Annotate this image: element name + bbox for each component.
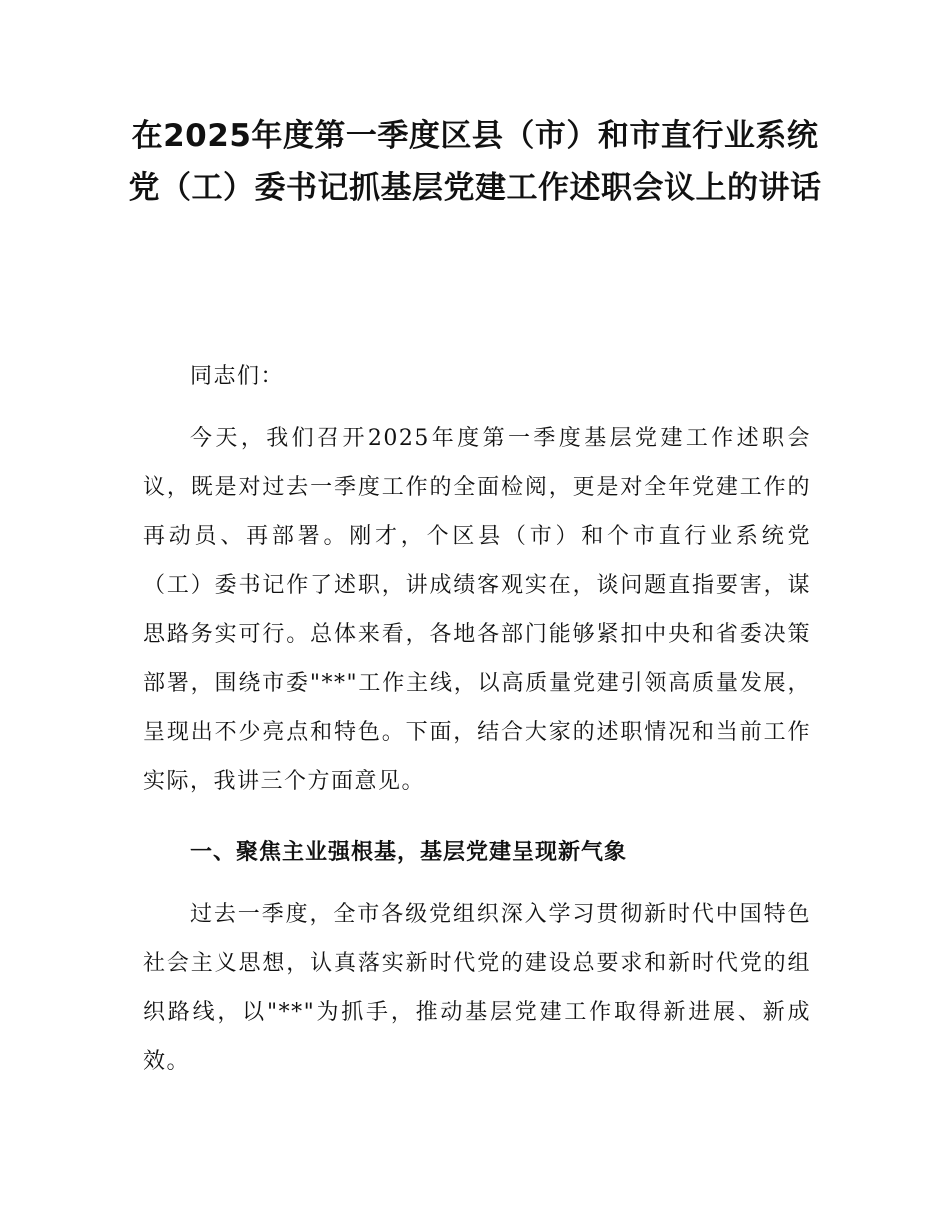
section-heading: 一、聚焦主业强根基，基层党建呈现新气象 bbox=[190, 840, 628, 865]
salutation: 同志们： bbox=[190, 364, 285, 389]
body-paragraph: 今天，我们召开2025年度第一季度基层党建工作述职会议，既是对过去一季度工作的全面检阅，更是对全年党建工作的再动员、再部署。刚才，个区县（市）和个市直行业系统党（工）委书记作了述职，讲成绩客观实在，谈问题直指要害，谋思路务实可行。总体来看，各地各部门能够紧扣中央和省委决策部署，围绕市委"**"工作主线，以高质量党建引领高质量发展，呈现出不少亮点和特色。下面，结合大家的述职情况和当前工作实际，我讲三个方面意见。 bbox=[143, 426, 811, 794]
document-title: 在2025年度第一季度区县（市）和市直行业系统党（工）委书记抓基层党建工作述职会议上的讲话 bbox=[128, 118, 822, 206]
section-paragraph: 过去一季度，全市各级党组织深入学习贯彻新时代中国特色社会主义思想，认真落实新时代党的建设总要求和新时代党的组织路线，以"**"为抓手，推动基层党建工作取得新进展、新成效。 bbox=[143, 902, 811, 1074]
